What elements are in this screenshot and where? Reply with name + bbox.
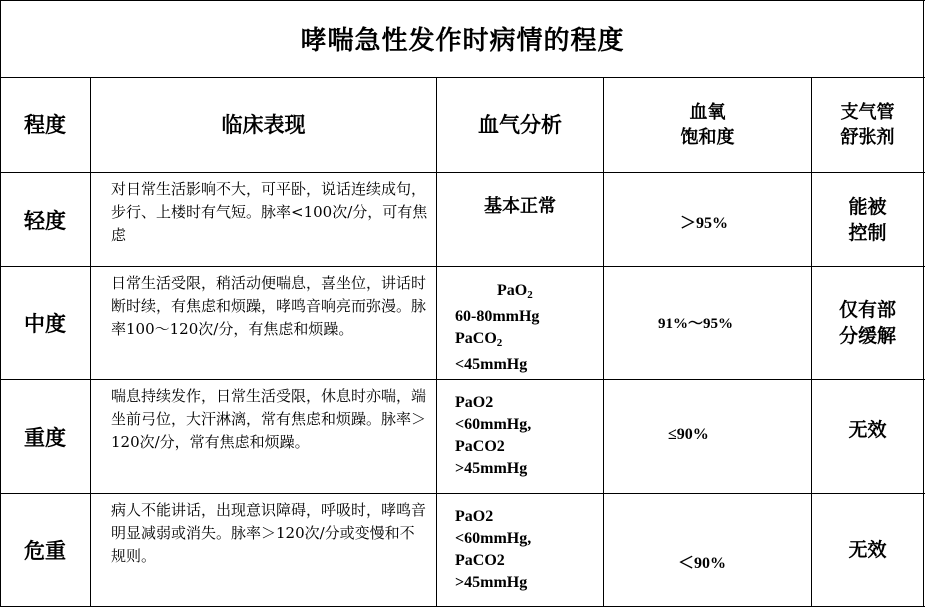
row-bronchodilator	[812, 267, 923, 379]
row-degree: 中度	[24, 312, 66, 336]
row-degree: 轻度	[24, 208, 66, 233]
blood-gas-line: >45mmHg	[455, 574, 528, 591]
row-clinical: 喘息持续发作，日常生活受限，休息时亦喘，端坐前弓位，大汗淋漓，常有焦虑和烦躁。脉率＞120次/分，常有焦虑和烦躁。	[111, 387, 427, 451]
header-clinical: 临床表现	[221, 113, 306, 137]
blood-gas-line: <60mmHg,	[455, 416, 532, 433]
header-oxygen-saturation-line1: 血氧	[689, 102, 726, 123]
header-oxygen-saturation-line2: 饱和度	[680, 127, 735, 148]
row-bronchodilator-line1: 能被	[848, 195, 887, 218]
blood-gas-pao2-subscript: 2	[527, 289, 533, 301]
row-bronchodilator: 无效	[848, 419, 887, 441]
row-bronchodilator	[812, 173, 923, 266]
blood-gas-line: <60mmHg,	[455, 530, 532, 547]
row-clinical: 对日常生活影响不大，可平卧，说话连续成句，步行、上楼时有气短。脉率<100次/分，可有焦虑	[111, 180, 428, 244]
blood-gas-pao2-label: PaO	[497, 282, 528, 299]
table-title: 哮喘急性发作时病情的程度	[300, 26, 625, 56]
header-oxygen-saturation	[604, 78, 811, 172]
row-degree: 危重	[24, 539, 66, 563]
row-saturation: ＜90%	[678, 555, 727, 572]
row-saturation: 91%～95%	[658, 316, 734, 332]
blood-gas-line: PaCO2	[455, 438, 505, 455]
row-clinical: 病人不能讲话，出现意识障碍，呼吸时，哮鸣音明显减弱或消失。脉率＞120次/分或变慢和不规则。	[111, 501, 427, 565]
blood-gas-paco2-subscript: 2	[496, 337, 503, 349]
header-bronchodilator-line1: 支气管	[840, 102, 895, 123]
header-bronchodilator-line2: 舒张剂	[840, 127, 895, 148]
blood-gas-line: PaO2	[455, 508, 494, 525]
blood-gas-paco2-label: PaCO	[455, 330, 497, 347]
blood-gas-paco2-value: <45mmHg	[455, 356, 528, 373]
table-border-right	[923, 0, 924, 607]
row-clinical: 日常生活受限，稍活动便喘息，喜坐位，讲话时断时续，有焦虑和烦躁，哮鸣音响亮而弥漫。脉率100～120次/分，有焦虑和烦躁。	[111, 274, 427, 338]
header-degree: 程度	[24, 113, 66, 137]
header-blood-gas: 血气分析	[478, 113, 562, 137]
blood-gas-line: PaCO2	[455, 552, 505, 569]
row-bronchodilator-line2: 控制	[848, 221, 887, 244]
table-border-bottom	[0, 606, 925, 607]
row-bronchodilator-line2: 分缓解	[838, 325, 896, 347]
header-bronchodilator	[812, 78, 923, 172]
blood-gas-pao2-value: 60-80mmHg	[455, 308, 540, 325]
row-blood-gas	[455, 506, 603, 601]
row-saturation: ≤90%	[668, 426, 709, 443]
row-bronchodilator: 无效	[848, 539, 887, 561]
row-blood-gas	[455, 392, 603, 487]
blood-gas-line: PaO2	[455, 394, 494, 411]
row-bronchodilator-line1: 仅有部	[838, 299, 896, 321]
blood-gas-line: >45mmHg	[455, 460, 528, 477]
row-blood-gas	[455, 280, 603, 375]
row-saturation: ＞95%	[680, 215, 729, 232]
row-degree: 重度	[24, 425, 66, 450]
row-blood-gas: 基本正常	[484, 195, 556, 217]
